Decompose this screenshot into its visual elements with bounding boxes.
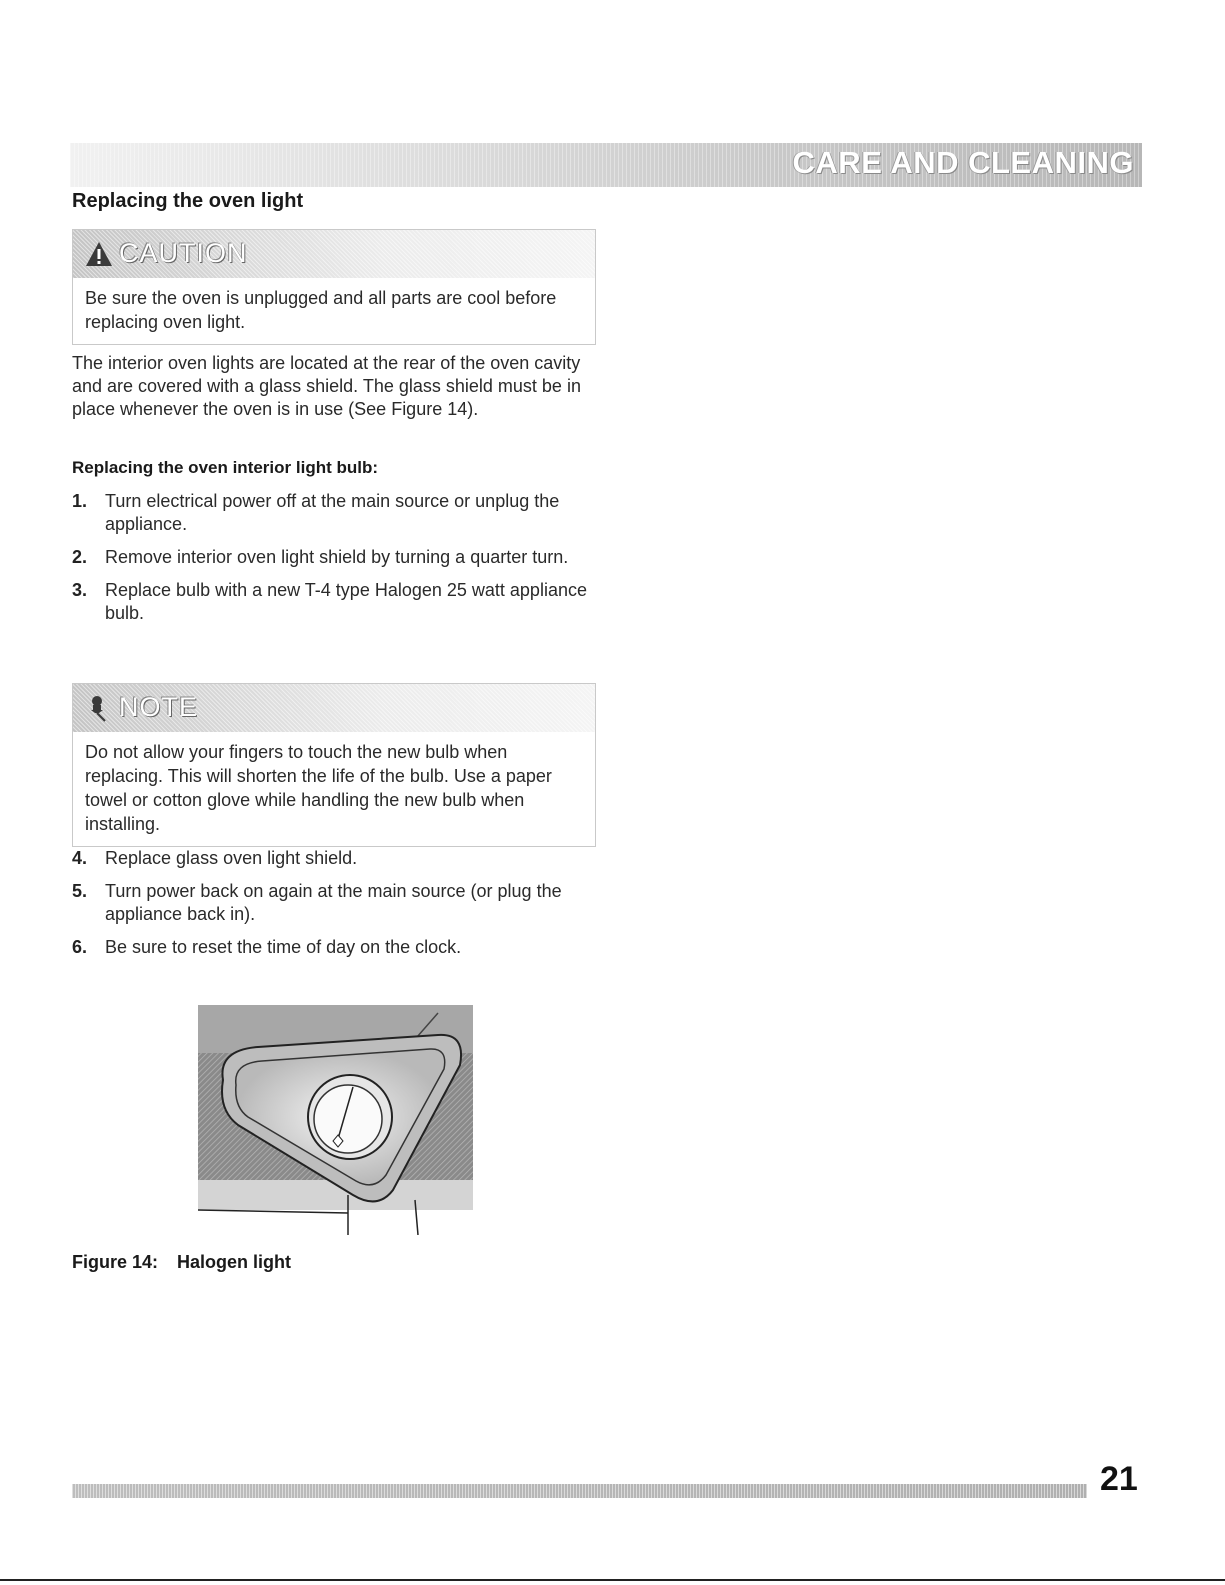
pushpin-icon	[85, 694, 113, 722]
note-callout	[72, 683, 596, 847]
list-item	[72, 936, 602, 959]
halogen-light-illustration	[198, 1005, 473, 1235]
step-text: Replace bulb with a new T-4 type Halogen 25 watt appliance bulb.	[105, 580, 587, 623]
list-item	[72, 847, 602, 870]
step-text: Turn electrical power off at the main source or unplug the appliance.	[105, 491, 560, 534]
warning-triangle-icon	[85, 240, 113, 268]
steps-heading: Replacing the oven interior light bulb:	[72, 458, 379, 477]
step-number: 2.	[72, 547, 88, 567]
caution-callout	[72, 229, 596, 345]
intro-paragraph: The interior oven lights are located at the rear of the oven cavity and are covered with a glass shield. The glass shield must be in place whenever the oven is in use (See Figure 14).	[72, 353, 581, 419]
figure-title: Halogen light	[177, 1252, 292, 1272]
list-item	[72, 490, 602, 536]
bottom-rule	[0, 1579, 1225, 1581]
halogen-bulb	[314, 1085, 382, 1153]
section-banner	[70, 143, 1142, 187]
list-item	[72, 579, 602, 625]
page-subheading: Replacing the oven light	[72, 190, 304, 212]
step-text: Remove interior oven light shield by turning a quarter turn.	[105, 547, 569, 567]
step-number: 1.	[72, 491, 88, 511]
note-label: NOTE	[119, 692, 199, 722]
step-number: 6.	[72, 937, 88, 957]
caution-label: CAUTION	[119, 238, 248, 268]
note-text: Do not allow your fingers to touch the new bulb when replacing. This will shorten the life of the bulb. Use a paper towel or cotton glove while handling the new bulb when installing.	[85, 742, 552, 834]
step-text: Turn power back on again at the main source (or plug the appliance back in).	[105, 881, 562, 924]
step-number: 4.	[72, 848, 88, 868]
footer-bar	[72, 1484, 1087, 1498]
steps-list-b	[72, 847, 602, 969]
step-number: 3.	[72, 580, 88, 600]
caution-header	[73, 230, 595, 278]
steps-list-a	[72, 490, 602, 635]
figure-label: Figure 14:	[72, 1252, 159, 1272]
section-title: CARE AND CLEANING	[792, 145, 1134, 180]
step-number: 5.	[72, 881, 88, 901]
note-header	[73, 684, 595, 732]
figure-caption	[72, 1252, 291, 1273]
list-item	[72, 880, 602, 926]
caution-text: Be sure the oven is unplugged and all parts are cool before replacing oven light.	[85, 288, 557, 332]
step-text: Replace glass oven light shield.	[105, 848, 358, 868]
list-item	[72, 546, 602, 569]
step-text: Be sure to reset the time of day on the clock.	[105, 937, 462, 957]
page-number: 21	[1100, 1460, 1138, 1498]
